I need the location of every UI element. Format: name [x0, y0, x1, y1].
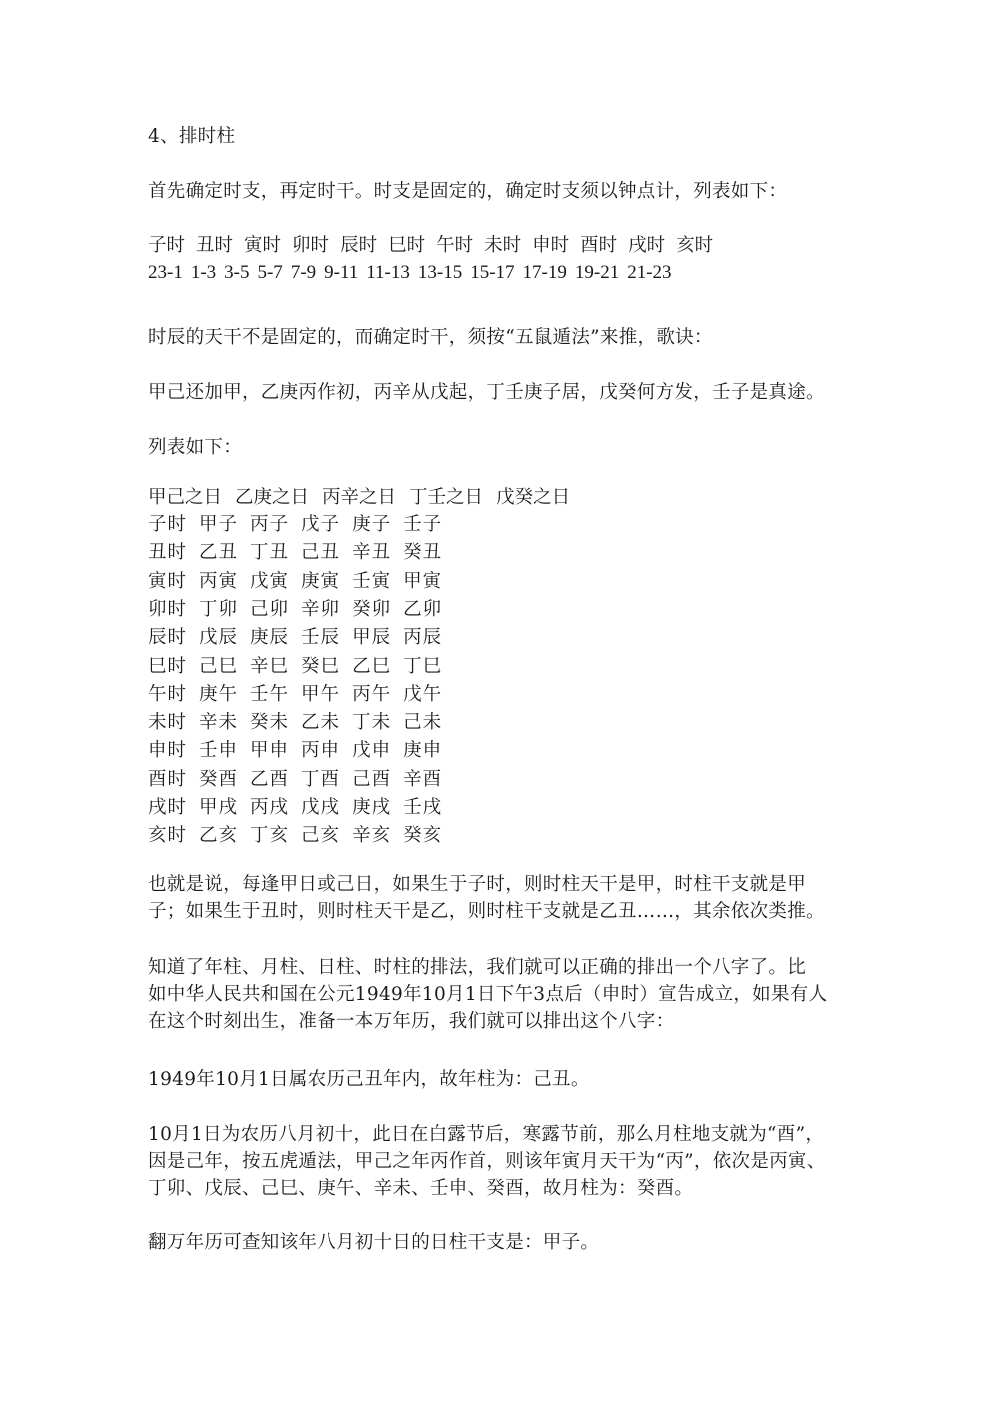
- table-row: [148, 596, 454, 623]
- ganzhi-cell: 癸亥: [403, 825, 443, 847]
- hour-label-cell: 戌时: [148, 797, 188, 818]
- hour-range: 17-19: [522, 262, 567, 283]
- ganzhi-cell: 壬戌: [403, 797, 443, 818]
- ganzhi-cell: 庚辰: [250, 627, 290, 649]
- hour-range: 5-7: [257, 262, 283, 283]
- stem-rule-paragraph: 时辰的天干不是固定的，而确定时干，须按“五鼠遁法”来推，歌诀：: [148, 327, 713, 348]
- ganzhi-cell: 癸卯: [352, 598, 392, 620]
- ganzhi-cell: 辛酉: [403, 768, 443, 790]
- ganzhi-cell: 乙亥: [199, 825, 239, 847]
- year-pillar-paragraph: 1949年10月1日属农历己丑年内，故年柱为：己丑。: [148, 1069, 590, 1090]
- ganzhi-cell: 辛卯: [301, 598, 341, 620]
- hour-range: 1-3: [190, 262, 217, 283]
- hour-name: 未时: [484, 235, 522, 256]
- hour-label-cell: 午时: [148, 683, 188, 705]
- ganzhi-cell: 丁卯: [199, 598, 239, 620]
- table-row: [148, 653, 454, 680]
- ganzhi-cell: 乙未: [301, 712, 341, 734]
- ganzhi-cell: 庚申: [403, 740, 443, 762]
- month-line-3: 丁卯、戊辰、己巳、庚午、辛未、壬申、癸酉，故月柱为：癸酉。: [148, 1178, 694, 1199]
- hour-range: 23-1: [148, 262, 183, 283]
- ganzhi-cell: 壬辰: [301, 627, 341, 649]
- hour-label-cell: 未时: [148, 712, 188, 734]
- ganzhi-cell: 甲午: [301, 683, 341, 705]
- ganzhi-cell: 癸未: [250, 712, 290, 734]
- ganzhi-cell: 丙戌: [250, 797, 290, 818]
- hour-name: 巳时: [388, 235, 426, 256]
- table-row: [148, 822, 454, 849]
- month-line-2: 因是己年，按五虎遁法，甲己之年丙作首，则该年寅月天干为“丙”，依次是丙寅、: [148, 1151, 826, 1172]
- day-pillar-paragraph: 翻万年历可查知该年八月初十日的日柱干支是：甲子。: [148, 1232, 600, 1253]
- table-row: [148, 624, 454, 651]
- table-row: [148, 568, 454, 595]
- ganzhi-cell: 甲申: [250, 740, 290, 762]
- ganzhi-cell: 丁酉: [301, 768, 341, 790]
- ganzhi-cell: 壬寅: [352, 570, 392, 592]
- table-row: [148, 539, 454, 566]
- ganzhi-cell: 丁巳: [403, 655, 443, 677]
- table-row: [148, 766, 454, 793]
- table-header-cell: 甲己之日: [148, 487, 223, 508]
- hour-name: 丑时: [196, 235, 234, 256]
- ganzhi-cell: 丙辰: [403, 627, 443, 649]
- ganzhi-cell: 癸酉: [199, 768, 239, 790]
- table-row: [148, 681, 454, 708]
- ganzhi-cell: 己酉: [352, 768, 392, 790]
- ganzhi-cell: 戊子: [301, 514, 341, 535]
- hour-label-cell: 亥时: [148, 825, 188, 847]
- ganzhi-cell: 丙申: [301, 740, 341, 762]
- hour-range: 19-21: [574, 262, 620, 283]
- ganzhi-cell: 乙卯: [403, 598, 443, 620]
- table-row: [148, 709, 454, 736]
- hour-range: 11-13: [366, 262, 410, 283]
- intro-paragraph: 首先确定时支，再定时干。时支是固定的，确定时支须以钟点计，列表如下：: [148, 181, 788, 202]
- hour-range: 7-9: [290, 262, 317, 283]
- hour-range: 21-23: [627, 262, 672, 283]
- hour-name: 亥时: [676, 235, 714, 256]
- ganzhi-cell: 庚子: [352, 514, 392, 535]
- ganzhi-cell: 壬申: [199, 740, 239, 762]
- ganzhi-cell: 丁未: [352, 712, 392, 734]
- hour-label-cell: 辰时: [148, 627, 188, 649]
- ganzhi-cell: 辛丑: [352, 542, 392, 564]
- hour-branch-ranges: [148, 259, 680, 286]
- section-title: 4、排时柱: [148, 126, 236, 147]
- ganzhi-cell: 己巳: [199, 655, 239, 677]
- ganzhi-cell: 乙丑: [199, 542, 239, 564]
- ganzhi-cell: 乙巳: [352, 655, 392, 677]
- ganzhi-cell: 辛巳: [250, 655, 290, 677]
- rhyme-paragraph: 甲己还加甲，乙庚丙作初，丙辛从戊起，丁壬庚子居，戊癸何方发，壬子是真途。: [148, 382, 825, 403]
- ganzhi-cell: 丁亥: [250, 825, 290, 847]
- table-header-cell: 丙辛之日: [322, 487, 397, 508]
- hour-range: 3-5: [224, 262, 250, 283]
- example-line-3: 在这个时刻出生，准备一本万年历，我们就可以排出这个八字：: [148, 1011, 675, 1032]
- ganzhi-cell: 壬午: [250, 683, 290, 705]
- ganzhi-cell: 戊申: [352, 740, 392, 762]
- hour-name: 卯时: [292, 235, 330, 256]
- ganzhi-cell: 己丑: [301, 542, 341, 564]
- hour-label-cell: 申时: [148, 740, 188, 762]
- ganzhi-cell: 庚寅: [301, 570, 341, 592]
- hour-label-cell: 酉时: [148, 768, 188, 790]
- hour-label-cell: 子时: [148, 514, 188, 535]
- hour-range: 13-15: [417, 262, 463, 283]
- ganzhi-cell: 己卯: [250, 598, 290, 620]
- ganzhi-cell: 戊戌: [301, 797, 341, 818]
- hour-label-cell: 寅时: [148, 570, 188, 592]
- explain-line-1: 也就是说，每逢甲日或己日，如果生于子时，则时柱天干是甲，时柱干支就是甲: [148, 874, 807, 895]
- ganzhi-cell: 甲寅: [403, 570, 443, 592]
- ganzhi-cell: 甲戌: [199, 797, 239, 818]
- hour-label-cell: 巳时: [148, 655, 188, 677]
- table-intro: 列表如下：: [148, 437, 243, 458]
- ganzhi-cell: 戊午: [403, 683, 443, 705]
- hour-name: 子时: [148, 235, 186, 256]
- hour-branch-names: [148, 232, 724, 259]
- ganzhi-cell: 丙子: [250, 514, 290, 535]
- table-header-cell: 乙庚之日: [235, 487, 310, 508]
- table-row: [148, 737, 454, 764]
- ganzhi-cell: 甲子: [199, 514, 239, 535]
- ganzhi-cell: 癸丑: [403, 542, 443, 564]
- ganzhi-cell: 丁丑: [250, 542, 290, 564]
- ganzhi-cell: 丙寅: [199, 570, 239, 592]
- table-header-cell: 戊癸之日: [496, 487, 571, 508]
- month-line-1: 10月1日为农历八月初十，此日在白露节后，寒露节前，那么月柱地支就为“酉”，: [148, 1124, 825, 1145]
- ganzhi-cell: 癸巳: [301, 655, 341, 677]
- five-rat-table-header: [148, 484, 583, 511]
- ganzhi-cell: 己未: [403, 712, 443, 734]
- hour-name: 寅时: [244, 235, 282, 256]
- example-line-1: 知道了年柱、月柱、日柱、时柱的排法，我们就可以正确的排出一个八字了。比: [148, 957, 807, 978]
- ganzhi-cell: 戊寅: [250, 570, 290, 592]
- ganzhi-cell: 庚午: [199, 683, 239, 705]
- hour-label-cell: 卯时: [148, 598, 188, 620]
- hour-name: 辰时: [340, 235, 378, 256]
- hour-name: 酉时: [580, 235, 618, 256]
- explain-line-2: 子；如果生于丑时，则时柱天干是乙，则时柱干支就是乙丑……，其余依次类推。: [148, 901, 825, 922]
- ganzhi-cell: 庚戌: [352, 797, 392, 818]
- hour-label-cell: 丑时: [148, 542, 188, 564]
- hour-range: 15-17: [470, 262, 515, 283]
- table-row: [148, 511, 454, 538]
- ganzhi-cell: 甲辰: [352, 627, 392, 649]
- table-header-cell: 丁壬之日: [409, 487, 484, 508]
- ganzhi-cell: 辛未: [199, 712, 239, 734]
- hour-name: 申时: [532, 235, 570, 256]
- ganzhi-cell: 壬子: [403, 514, 443, 535]
- table-row: [148, 794, 454, 821]
- hour-name: 戌时: [628, 235, 666, 256]
- hour-name: 午时: [436, 235, 474, 256]
- ganzhi-cell: 戊辰: [199, 627, 239, 649]
- hour-range: 9-11: [324, 262, 359, 283]
- ganzhi-cell: 乙酉: [250, 768, 290, 790]
- ganzhi-cell: 丙午: [352, 683, 392, 705]
- example-line-2: 如中华人民共和国在公元1949年10月1日下午3点后（申时）宣告成立，如果有人: [148, 984, 828, 1005]
- ganzhi-cell: 辛亥: [352, 825, 392, 847]
- ganzhi-cell: 己亥: [301, 825, 341, 847]
